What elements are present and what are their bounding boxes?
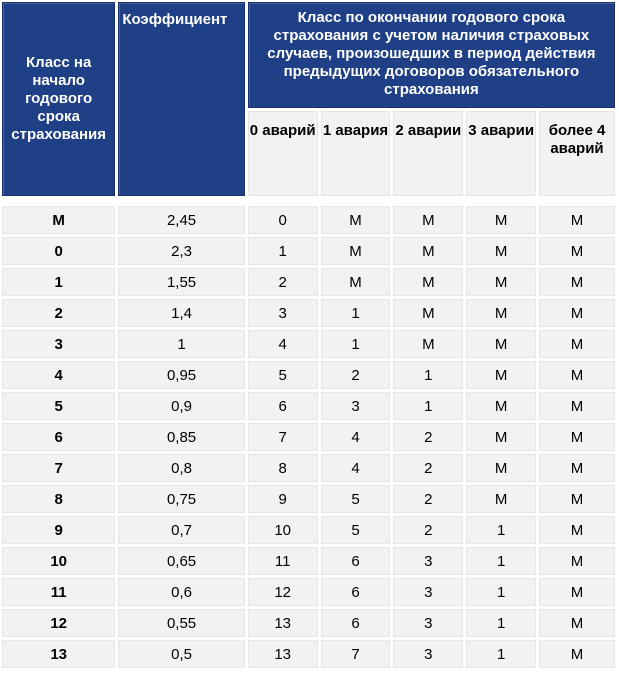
cell-1-accident: М [321,237,391,265]
header-class-start: Класс на начало годового срока страхования [2,2,115,196]
cell-0-accidents: 3 [248,299,318,327]
cell-0-accidents: 4 [248,330,318,358]
table-row [2,609,615,637]
cell-2-accidents: М [393,206,463,234]
cell-0-accidents: 0 [248,206,318,234]
cell-4plus-accidents: М [539,299,615,327]
header-spacer [2,199,615,203]
table-row [2,299,615,327]
cell-2-accidents: 3 [393,609,463,637]
cell-0-accidents: 2 [248,268,318,296]
cell-0-accidents: 5 [248,361,318,389]
cell-class-start: 5 [2,392,115,420]
table-row [2,206,615,234]
cell-2-accidents: 3 [393,640,463,668]
cell-coefficient: 1,55 [118,268,244,296]
table-row [2,237,615,265]
cell-4plus-accidents: М [539,268,615,296]
cell-coefficient: 0,55 [118,609,244,637]
cell-3-accidents: М [466,361,536,389]
cell-4plus-accidents: М [539,206,615,234]
cell-coefficient: 1 [118,330,244,358]
table-row [2,640,615,668]
cell-2-accidents: 3 [393,547,463,575]
cell-4plus-accidents: М [539,640,615,668]
header-accidents-3: 3 аварии [466,111,536,196]
cell-class-start: 7 [2,454,115,482]
cell-class-start: М [2,206,115,234]
cell-4plus-accidents: М [539,578,615,606]
cell-1-accident: 5 [321,485,391,513]
header-class-end: Класс по окончании годового срока страхования с учетом наличия страховых случаев, произошедших в период действия предыдущих договоров обязательного страхования [248,2,615,108]
header-accidents-0: 0 аварий [248,111,318,196]
cell-3-accidents: М [466,330,536,358]
table-row [2,268,615,296]
cell-4plus-accidents: М [539,516,615,544]
cell-class-start: 1 [2,268,115,296]
cell-1-accident: 7 [321,640,391,668]
cell-coefficient: 2,3 [118,237,244,265]
cell-coefficient: 0,65 [118,547,244,575]
cell-coefficient: 0,5 [118,640,244,668]
cell-4plus-accidents: М [539,392,615,420]
cell-0-accidents: 10 [248,516,318,544]
cell-class-start: 3 [2,330,115,358]
cell-class-start: 0 [2,237,115,265]
cell-1-accident: 1 [321,330,391,358]
cell-3-accidents: М [466,299,536,327]
cell-4plus-accidents: М [539,361,615,389]
cell-4plus-accidents: М [539,454,615,482]
cell-class-start: 10 [2,547,115,575]
cell-class-start: 8 [2,485,115,513]
cell-0-accidents: 11 [248,547,318,575]
cell-3-accidents: М [466,268,536,296]
cell-2-accidents: 2 [393,454,463,482]
cell-class-start: 9 [2,516,115,544]
cell-coefficient: 1,4 [118,299,244,327]
cell-coefficient: 0,7 [118,516,244,544]
cell-1-accident: 4 [321,454,391,482]
cell-3-accidents: 1 [466,640,536,668]
cell-class-start: 12 [2,609,115,637]
table-row [2,423,615,451]
table-row [2,578,615,606]
table-row [2,330,615,358]
cell-class-start: 6 [2,423,115,451]
cell-1-accident: 6 [321,609,391,637]
cell-3-accidents: М [466,423,536,451]
cell-0-accidents: 7 [248,423,318,451]
cell-2-accidents: 1 [393,392,463,420]
table-row [2,485,615,513]
cell-3-accidents: 1 [466,547,536,575]
header-row-1 [2,2,615,108]
cell-3-accidents: 1 [466,609,536,637]
cell-2-accidents: 3 [393,578,463,606]
cell-class-start: 13 [2,640,115,668]
cell-4plus-accidents: М [539,237,615,265]
cell-4plus-accidents: М [539,547,615,575]
table-row [2,361,615,389]
cell-1-accident: М [321,268,391,296]
cell-4plus-accidents: М [539,485,615,513]
cell-4plus-accidents: М [539,423,615,451]
cell-2-accidents: М [393,330,463,358]
cell-3-accidents: 1 [466,516,536,544]
table-row [2,454,615,482]
cell-coefficient: 0,95 [118,361,244,389]
table-row [2,516,615,544]
cell-coefficient: 0,85 [118,423,244,451]
cell-2-accidents: 2 [393,485,463,513]
cell-coefficient: 0,6 [118,578,244,606]
cell-1-accident: 5 [321,516,391,544]
cell-0-accidents: 1 [248,237,318,265]
table-row [2,547,615,575]
cell-coefficient: 0,8 [118,454,244,482]
cell-class-start: 4 [2,361,115,389]
cell-3-accidents: М [466,237,536,265]
cell-0-accidents: 13 [248,640,318,668]
header-accidents-2: 2 аварии [393,111,463,196]
cell-2-accidents: 2 [393,516,463,544]
cell-coefficient: 2,45 [118,206,244,234]
header-coefficient: Коэффициент [118,2,244,196]
cell-1-accident: 3 [321,392,391,420]
cell-1-accident: 6 [321,547,391,575]
cell-3-accidents: М [466,454,536,482]
cell-0-accidents: 13 [248,609,318,637]
table-header [2,2,615,196]
cell-2-accidents: 2 [393,423,463,451]
cell-class-start: 2 [2,299,115,327]
table-body [2,199,615,668]
cell-3-accidents: М [466,392,536,420]
cell-1-accident: 4 [321,423,391,451]
cell-3-accidents: М [466,485,536,513]
cell-class-start: 11 [2,578,115,606]
cell-4plus-accidents: М [539,330,615,358]
cell-3-accidents: 1 [466,578,536,606]
cell-1-accident: М [321,206,391,234]
cell-coefficient: 0,9 [118,392,244,420]
cell-1-accident: 1 [321,299,391,327]
cell-2-accidents: М [393,299,463,327]
cell-coefficient: 0,75 [118,485,244,513]
cell-3-accidents: М [466,206,536,234]
header-accidents-1: 1 авария [321,111,391,196]
cell-2-accidents: М [393,237,463,265]
cell-1-accident: 2 [321,361,391,389]
cell-4plus-accidents: М [539,609,615,637]
table-row [2,392,615,420]
cell-0-accidents: 12 [248,578,318,606]
cell-2-accidents: 1 [393,361,463,389]
header-accidents-4-plus: более 4 аварий [539,111,615,196]
cell-0-accidents: 6 [248,392,318,420]
cell-0-accidents: 9 [248,485,318,513]
cell-1-accident: 6 [321,578,391,606]
cell-2-accidents: М [393,268,463,296]
cell-0-accidents: 8 [248,454,318,482]
